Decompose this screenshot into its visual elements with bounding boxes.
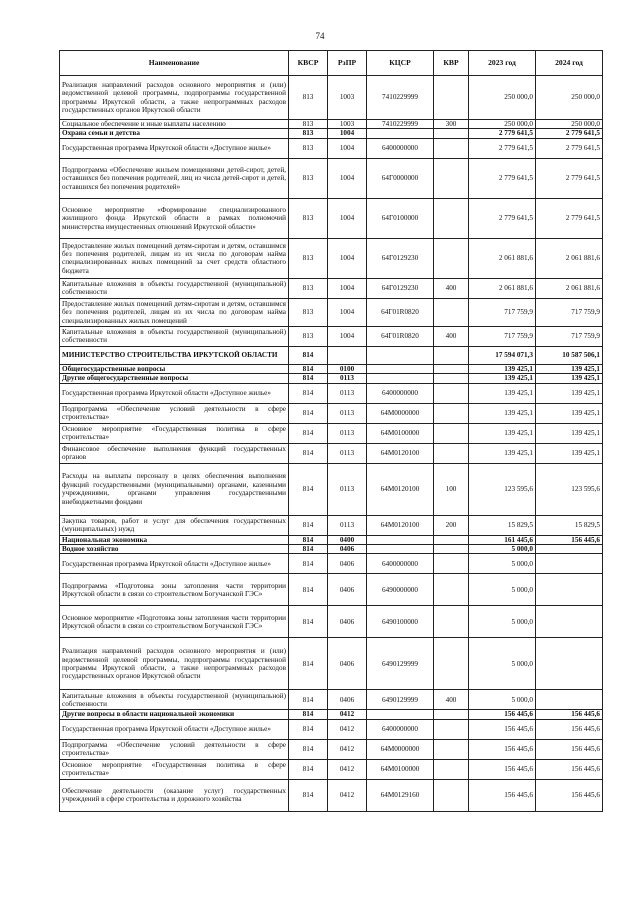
cell-rzpr: 0100 bbox=[328, 364, 367, 373]
cell-2023: 156 445,6 bbox=[469, 719, 536, 739]
cell-name: Подпрограмма «Обеспечение условий деятельности в сфере строительства» bbox=[60, 739, 289, 759]
table-row bbox=[60, 364, 603, 373]
table-row bbox=[60, 554, 603, 574]
cell-rzpr: 1004 bbox=[328, 278, 367, 298]
cell-2023: 139 425,1 bbox=[469, 423, 536, 443]
cell-kvr: 400 bbox=[434, 690, 469, 710]
cell-rzpr: 0406 bbox=[328, 690, 367, 710]
cell-rzpr: 0406 bbox=[328, 574, 367, 606]
cell-kvr: 200 bbox=[434, 515, 469, 535]
cell-2024 bbox=[536, 554, 603, 574]
cell-name: Предоставление жилых помещений детям-сиротам и детям, оставшимся без попечения родителей, лицам из их числа по договорам найма специализированных жилых помещений bbox=[60, 298, 289, 326]
cell-rzpr: 1004 bbox=[328, 129, 367, 138]
cell-2024: 139 425,1 bbox=[536, 443, 603, 463]
cell-name: Капитальные вложения в объекты государственной (муниципальной) собственности bbox=[60, 278, 289, 298]
cell-kcsr: 64Г01R0820 bbox=[367, 326, 434, 346]
cell-kvr bbox=[434, 364, 469, 373]
cell-2024: 10 587 506,1 bbox=[536, 346, 603, 364]
cell-kvr bbox=[434, 443, 469, 463]
table-row bbox=[60, 326, 603, 346]
cell-kvr bbox=[434, 374, 469, 383]
cell-rzpr bbox=[328, 346, 367, 364]
cell-rzpr: 1004 bbox=[328, 326, 367, 346]
cell-kvsr: 813 bbox=[289, 298, 328, 326]
cell-name: Основное мероприятие «Формирование специализированного жилищного фонда Иркутской области в рамках полномочий министерства имущественных отношений Иркутской области» bbox=[60, 198, 289, 238]
cell-kvr bbox=[434, 638, 469, 690]
cell-kvr bbox=[434, 383, 469, 403]
cell-name: Подпрограмма «Обеспечение условий деятельности в сфере строительства» bbox=[60, 403, 289, 423]
cell-rzpr: 0113 bbox=[328, 515, 367, 535]
header-rzpr: РзПР bbox=[328, 51, 367, 76]
cell-kvsr: 813 bbox=[289, 278, 328, 298]
cell-kvr bbox=[434, 138, 469, 158]
header-2024: 2024 год bbox=[536, 51, 603, 76]
cell-2024: 717 759,9 bbox=[536, 326, 603, 346]
cell-2024 bbox=[536, 638, 603, 690]
cell-name: Финансовое обеспечение выполнения функций государственных органов bbox=[60, 443, 289, 463]
cell-name: Другие общегосударственные вопросы bbox=[60, 374, 289, 383]
cell-rzpr: 1004 bbox=[328, 198, 367, 238]
cell-kvr bbox=[434, 238, 469, 278]
table-row bbox=[60, 198, 603, 238]
table-row bbox=[60, 606, 603, 638]
cell-2024 bbox=[536, 545, 603, 554]
cell-kvsr: 814 bbox=[289, 719, 328, 739]
cell-2024: 2 779 641,5 bbox=[536, 138, 603, 158]
cell-2024: 156 445,6 bbox=[536, 535, 603, 544]
cell-2023: 139 425,1 bbox=[469, 403, 536, 423]
cell-rzpr: 0113 bbox=[328, 403, 367, 423]
cell-kvsr: 813 bbox=[289, 326, 328, 346]
cell-rzpr: 0412 bbox=[328, 759, 367, 779]
table-row bbox=[60, 463, 603, 515]
cell-kvsr: 813 bbox=[289, 120, 328, 129]
cell-kcsr: 7410229999 bbox=[367, 76, 434, 120]
cell-2023: 156 445,6 bbox=[469, 739, 536, 759]
cell-kvr bbox=[434, 710, 469, 719]
cell-kvr bbox=[434, 298, 469, 326]
cell-2024: 2 779 641,5 bbox=[536, 158, 603, 198]
cell-kvsr: 814 bbox=[289, 443, 328, 463]
cell-kvsr: 814 bbox=[289, 545, 328, 554]
cell-kcsr bbox=[367, 710, 434, 719]
cell-kcsr bbox=[367, 364, 434, 373]
cell-kcsr: 64М0120100 bbox=[367, 443, 434, 463]
cell-2023: 2 061 881,6 bbox=[469, 278, 536, 298]
cell-name: Основное мероприятие «Государственная политика в сфере строительства» bbox=[60, 759, 289, 779]
cell-rzpr: 1003 bbox=[328, 76, 367, 120]
cell-name: Государственная программа Иркутской области «Доступное жилье» bbox=[60, 719, 289, 739]
cell-kcsr: 6400000000 bbox=[367, 719, 434, 739]
cell-kcsr: 6490000000 bbox=[367, 574, 434, 606]
table-row bbox=[60, 545, 603, 554]
header-kcsr: КЦСР bbox=[367, 51, 434, 76]
cell-kvsr: 813 bbox=[289, 198, 328, 238]
cell-rzpr: 0113 bbox=[328, 463, 367, 515]
cell-rzpr: 1004 bbox=[328, 298, 367, 326]
table-body bbox=[60, 76, 603, 812]
cell-kcsr: 64М0000000 bbox=[367, 739, 434, 759]
cell-name: Предоставление жилых помещений детям-сиротам и детям, оставшимся без попечения родителей, лицам из их числа по договорам найма специализированных жилых помещений за счет средств областного бюджета bbox=[60, 238, 289, 278]
table-row bbox=[60, 383, 603, 403]
cell-kvr bbox=[434, 158, 469, 198]
cell-name: Основное мероприятие «Государственная политика в сфере строительства» bbox=[60, 423, 289, 443]
cell-rzpr: 1004 bbox=[328, 158, 367, 198]
table-row bbox=[60, 719, 603, 739]
table-row bbox=[60, 76, 603, 120]
cell-rzpr: 0406 bbox=[328, 554, 367, 574]
cell-kcsr: 64М0120100 bbox=[367, 463, 434, 515]
cell-kcsr: 64М0129160 bbox=[367, 779, 434, 811]
cell-kvsr: 814 bbox=[289, 403, 328, 423]
cell-name: Подпрограмма «Обеспечение жильем помещениями детей-сирот, детей, оставшихся без попечения родителей, лиц из числа детей-сирот и детей, оставшихся без попечения родителей» bbox=[60, 158, 289, 198]
cell-2024: 139 425,1 bbox=[536, 423, 603, 443]
cell-2024 bbox=[536, 690, 603, 710]
cell-kcsr: 6490129999 bbox=[367, 690, 434, 710]
cell-kcsr bbox=[367, 545, 434, 554]
cell-kvr bbox=[434, 346, 469, 364]
cell-2024: 156 445,6 bbox=[536, 710, 603, 719]
cell-2023: 2 061 881,6 bbox=[469, 238, 536, 278]
cell-2024: 250 000,0 bbox=[536, 120, 603, 129]
cell-kvr bbox=[434, 403, 469, 423]
cell-kvsr: 814 bbox=[289, 574, 328, 606]
cell-kvr bbox=[434, 739, 469, 759]
cell-2023: 139 425,1 bbox=[469, 364, 536, 373]
cell-kvr bbox=[434, 574, 469, 606]
cell-kvsr: 814 bbox=[289, 710, 328, 719]
cell-kvsr: 814 bbox=[289, 423, 328, 443]
cell-kcsr: 6400000000 bbox=[367, 383, 434, 403]
cell-kvsr: 814 bbox=[289, 606, 328, 638]
cell-kvr bbox=[434, 76, 469, 120]
header-name: Наименование bbox=[60, 51, 289, 76]
cell-kvr bbox=[434, 719, 469, 739]
table-header-row bbox=[60, 51, 603, 76]
cell-kcsr: 64Г01R0820 bbox=[367, 298, 434, 326]
table-row bbox=[60, 759, 603, 779]
header-kvr: КВР bbox=[434, 51, 469, 76]
cell-kvsr: 814 bbox=[289, 364, 328, 373]
cell-2023: 139 425,1 bbox=[469, 443, 536, 463]
cell-kcsr bbox=[367, 129, 434, 138]
cell-kvr: 100 bbox=[434, 463, 469, 515]
cell-2024: 2 061 881,6 bbox=[536, 238, 603, 278]
cell-2024: 139 425,1 bbox=[536, 403, 603, 423]
cell-name: Водное хозяйство bbox=[60, 545, 289, 554]
cell-2023: 5 000,0 bbox=[469, 606, 536, 638]
cell-kcsr bbox=[367, 374, 434, 383]
cell-kvsr: 814 bbox=[289, 346, 328, 364]
cell-rzpr: 0400 bbox=[328, 535, 367, 544]
cell-kvsr: 814 bbox=[289, 779, 328, 811]
cell-kvsr: 813 bbox=[289, 238, 328, 278]
cell-2024: 139 425,1 bbox=[536, 364, 603, 373]
cell-rzpr: 0406 bbox=[328, 545, 367, 554]
table-row bbox=[60, 710, 603, 719]
cell-2023: 156 445,6 bbox=[469, 779, 536, 811]
cell-kvsr: 814 bbox=[289, 515, 328, 535]
cell-name: Расходы на выплаты персоналу в целях обеспечения выполнения функций государственными (муниципальными) органами, казенными учреждениями, органами управления государственными внебюджетными фондами bbox=[60, 463, 289, 515]
table-row bbox=[60, 638, 603, 690]
table-row bbox=[60, 535, 603, 544]
budget-table bbox=[59, 50, 603, 812]
cell-2023: 5 000,0 bbox=[469, 638, 536, 690]
cell-2024 bbox=[536, 574, 603, 606]
cell-2023: 2 779 641,5 bbox=[469, 198, 536, 238]
cell-2024: 717 759,9 bbox=[536, 298, 603, 326]
cell-rzpr: 1004 bbox=[328, 138, 367, 158]
cell-kvr bbox=[434, 759, 469, 779]
table-row bbox=[60, 443, 603, 463]
table-row bbox=[60, 779, 603, 811]
table-row bbox=[60, 690, 603, 710]
table-row bbox=[60, 515, 603, 535]
cell-kvr: 400 bbox=[434, 326, 469, 346]
cell-kcsr bbox=[367, 535, 434, 544]
table-row bbox=[60, 238, 603, 278]
cell-name: Государственная программа Иркутской области «Доступное жилье» bbox=[60, 383, 289, 403]
cell-name: Охрана семьи и детства bbox=[60, 129, 289, 138]
cell-2023: 5 000,0 bbox=[469, 574, 536, 606]
cell-2024: 15 829,5 bbox=[536, 515, 603, 535]
cell-rzpr: 0412 bbox=[328, 710, 367, 719]
table-row bbox=[60, 129, 603, 138]
cell-rzpr: 0412 bbox=[328, 779, 367, 811]
cell-2024: 2 061 881,6 bbox=[536, 278, 603, 298]
cell-2023: 15 829,5 bbox=[469, 515, 536, 535]
cell-2024: 156 445,6 bbox=[536, 779, 603, 811]
table-row bbox=[60, 574, 603, 606]
cell-kcsr: 64М0100000 bbox=[367, 423, 434, 443]
cell-2023: 5 000,0 bbox=[469, 545, 536, 554]
table-row bbox=[60, 739, 603, 759]
page-number: 74 bbox=[315, 31, 325, 41]
cell-2023: 5 000,0 bbox=[469, 554, 536, 574]
cell-2024: 123 595,6 bbox=[536, 463, 603, 515]
cell-kcsr: 64Г0000000 bbox=[367, 158, 434, 198]
cell-rzpr: 0113 bbox=[328, 423, 367, 443]
cell-name: Подпрограмма «Подготовка зоны затопления части территории Иркутской области в связи со строительством Богучанской ГЭС» bbox=[60, 574, 289, 606]
cell-name: Обеспечение деятельности (оказание услуг) государственных учреждений в сфере строительства и дорожного хозяйства bbox=[60, 779, 289, 811]
table-row bbox=[60, 158, 603, 198]
cell-kvr bbox=[434, 129, 469, 138]
cell-2023: 250 000,0 bbox=[469, 120, 536, 129]
cell-2023: 2 779 641,5 bbox=[469, 138, 536, 158]
cell-2023: 2 779 641,5 bbox=[469, 158, 536, 198]
cell-kvr bbox=[434, 198, 469, 238]
cell-kcsr: 64М0120100 bbox=[367, 515, 434, 535]
cell-kcsr: 64Г0129230 bbox=[367, 278, 434, 298]
table-row bbox=[60, 278, 603, 298]
cell-2023: 161 445,6 bbox=[469, 535, 536, 544]
cell-name: Государственная программа Иркутской области «Доступное жилье» bbox=[60, 138, 289, 158]
cell-name: Реализация направлений расходов основного мероприятия и (или) ведомственной целевой программы, подпрограммы государственной программы Иркутской области, а также непрограммных расходов государственных органов Иркутской области bbox=[60, 638, 289, 690]
cell-kvr: 300 bbox=[434, 120, 469, 129]
cell-kvsr: 813 bbox=[289, 76, 328, 120]
cell-2024: 2 779 641,5 bbox=[536, 198, 603, 238]
cell-kvsr: 814 bbox=[289, 374, 328, 383]
cell-kcsr: 7410229999 bbox=[367, 120, 434, 129]
cell-kvr bbox=[434, 545, 469, 554]
cell-rzpr: 0406 bbox=[328, 638, 367, 690]
cell-2023: 156 445,6 bbox=[469, 710, 536, 719]
cell-kcsr: 6400000000 bbox=[367, 138, 434, 158]
cell-kvsr: 814 bbox=[289, 690, 328, 710]
cell-kcsr bbox=[367, 346, 434, 364]
header-2023: 2023 год bbox=[469, 51, 536, 76]
cell-kvsr: 814 bbox=[289, 739, 328, 759]
cell-2023: 17 594 071,3 bbox=[469, 346, 536, 364]
cell-kvr bbox=[434, 423, 469, 443]
cell-kvsr: 813 bbox=[289, 138, 328, 158]
cell-2024: 2 779 641,5 bbox=[536, 129, 603, 138]
cell-rzpr: 0406 bbox=[328, 606, 367, 638]
cell-rzpr: 0113 bbox=[328, 443, 367, 463]
table-row bbox=[60, 423, 603, 443]
cell-2023: 717 759,9 bbox=[469, 326, 536, 346]
cell-kvsr: 813 bbox=[289, 158, 328, 198]
cell-kvsr: 814 bbox=[289, 554, 328, 574]
cell-kvsr: 814 bbox=[289, 463, 328, 515]
table-row bbox=[60, 298, 603, 326]
cell-2024: 250 000,0 bbox=[536, 76, 603, 120]
cell-kvsr: 813 bbox=[289, 129, 328, 138]
cell-2023: 123 595,6 bbox=[469, 463, 536, 515]
cell-kcsr: 64М0100000 bbox=[367, 759, 434, 779]
cell-kvsr: 814 bbox=[289, 759, 328, 779]
cell-name: Реализация направлений расходов основного мероприятия и (или) ведомственной целевой программы, подпрограммы государственной программы Иркутской области, а также непрограммных расходов государственных органов Иркутской области bbox=[60, 76, 289, 120]
cell-rzpr: 0113 bbox=[328, 374, 367, 383]
cell-2024: 156 445,6 bbox=[536, 719, 603, 739]
table-row bbox=[60, 403, 603, 423]
cell-name: Основное мероприятие «Подготовка зоны затопления части территории Иркутской области в связи со строительством Богучанской ГЭС» bbox=[60, 606, 289, 638]
table-row bbox=[60, 120, 603, 129]
cell-kvr bbox=[434, 606, 469, 638]
table-row bbox=[60, 374, 603, 383]
cell-name: Другие вопросы в области национальной экономики bbox=[60, 710, 289, 719]
header-kvsr: КВСР bbox=[289, 51, 328, 76]
cell-kvsr: 814 bbox=[289, 638, 328, 690]
cell-rzpr: 0113 bbox=[328, 383, 367, 403]
cell-2024: 156 445,6 bbox=[536, 739, 603, 759]
cell-name: Капитальные вложения в объекты государственной (муниципальной) собственности bbox=[60, 690, 289, 710]
cell-2023: 2 779 641,5 bbox=[469, 129, 536, 138]
cell-rzpr: 1003 bbox=[328, 120, 367, 129]
cell-2024 bbox=[536, 606, 603, 638]
cell-kvr: 400 bbox=[434, 278, 469, 298]
cell-2023: 156 445,6 bbox=[469, 759, 536, 779]
cell-rzpr: 0412 bbox=[328, 719, 367, 739]
cell-kcsr: 64Г0129230 bbox=[367, 238, 434, 278]
cell-kvr bbox=[434, 554, 469, 574]
table-row bbox=[60, 346, 603, 364]
cell-2023: 139 425,1 bbox=[469, 383, 536, 403]
cell-2023: 250 000,0 bbox=[469, 76, 536, 120]
cell-2023: 5 000,0 bbox=[469, 690, 536, 710]
cell-kvr bbox=[434, 779, 469, 811]
cell-name: Капитальные вложения в объекты государственной (муниципальной) собственности bbox=[60, 326, 289, 346]
cell-kvsr: 814 bbox=[289, 383, 328, 403]
cell-rzpr: 0412 bbox=[328, 739, 367, 759]
cell-kvr bbox=[434, 535, 469, 544]
cell-kcsr: 6400000000 bbox=[367, 554, 434, 574]
cell-2024: 139 425,1 bbox=[536, 383, 603, 403]
cell-kcsr: 64Г0100000 bbox=[367, 198, 434, 238]
cell-2023: 717 759,9 bbox=[469, 298, 536, 326]
cell-kcsr: 6490100000 bbox=[367, 606, 434, 638]
cell-2024: 139 425,1 bbox=[536, 374, 603, 383]
cell-2023: 139 425,1 bbox=[469, 374, 536, 383]
cell-kcsr: 6490129999 bbox=[367, 638, 434, 690]
cell-name: Закупка товаров, работ и услуг для обеспечения государственных (муниципальных) нужд bbox=[60, 515, 289, 535]
cell-name: Государственная программа Иркутской области «Доступное жилье» bbox=[60, 554, 289, 574]
cell-rzpr: 1004 bbox=[328, 238, 367, 278]
cell-name: Общегосударственные вопросы bbox=[60, 364, 289, 373]
cell-kvsr: 814 bbox=[289, 535, 328, 544]
table-row bbox=[60, 138, 603, 158]
cell-name: Социальное обеспечение и иные выплаты населению bbox=[60, 120, 289, 129]
cell-name: МИНИСТЕРСТВО СТРОИТЕЛЬСТВА ИРКУТСКОЙ ОБЛАСТИ bbox=[60, 346, 289, 364]
cell-kcsr: 64М0000000 bbox=[367, 403, 434, 423]
cell-name: Национальная экономика bbox=[60, 535, 289, 544]
cell-2024: 156 445,6 bbox=[536, 759, 603, 779]
